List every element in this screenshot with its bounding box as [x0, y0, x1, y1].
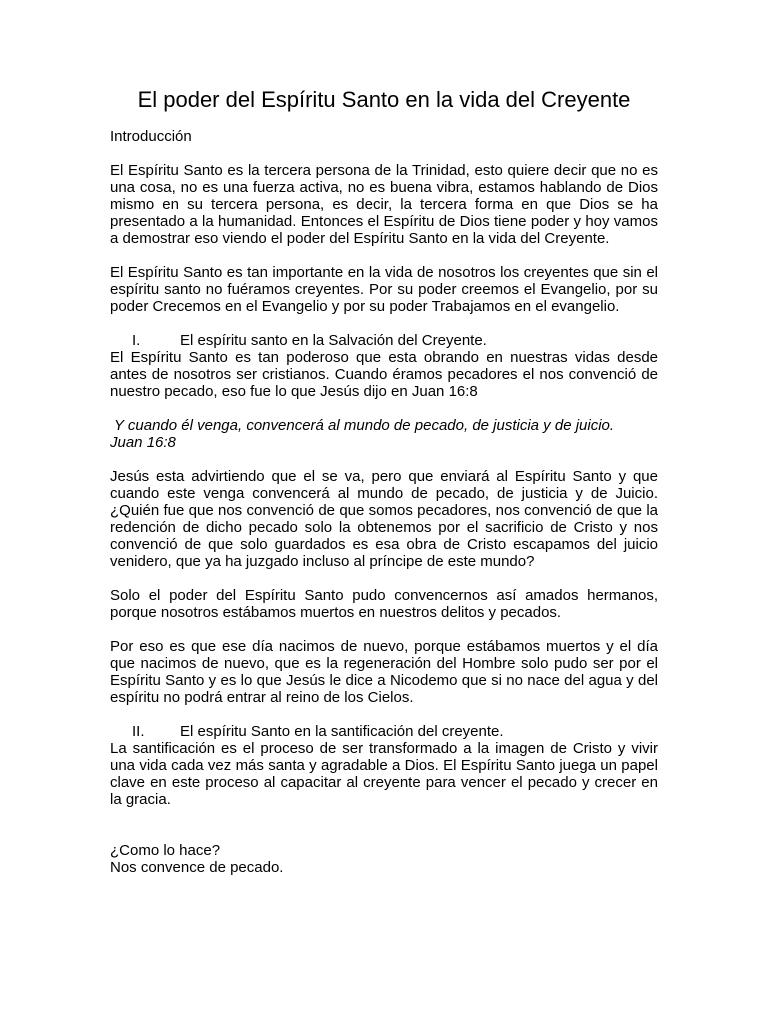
- bible-quote-text: Y cuando él venga, convencerá al mundo de pecado, de justicia y de juicio.: [114, 417, 615, 434]
- section-2-question: ¿Como lo hace?: [110, 842, 221, 859]
- section-1-number: I.: [132, 332, 141, 349]
- section-2-text: La santificación es el proceso de ser transformado a la imagen de Cristo y vivir una vida cada vez más santa y agradable a Dios. El Espíritu Santo juega un papel clave en este proceso al capacitar al creyente para vencer el pecado y crecer en la gracia.: [110, 740, 658, 808]
- section-1-text: El Espíritu Santo es tan poderoso que esta obrando en nuestras vidas desde antes de nosotros ser cristianos. Cuando éramos pecadores el nos convenció de nuestro pecado, eso fue lo que Jesús dijo en Juan 16:8: [110, 349, 658, 400]
- section-1-heading: [110, 332, 658, 349]
- section-1-paragraph-3: Por eso es que ese día nacimos de nuevo, porque estábamos muertos y el día que nacimos de nuevo, que es la regeneración del Hombre solo pudo ser por el Espíritu Santo y es lo que Jesús le dice a Nicodemo que si no nace del agua y del espíritu no podrá entrar al reino de los Cielos.: [110, 638, 658, 706]
- section-2-heading: [110, 723, 658, 740]
- section-2-title: El espíritu Santo en la santificación del creyente.: [180, 723, 504, 740]
- section-1-title: El espíritu santo en la Salvación del Creyente.: [180, 332, 487, 349]
- document-body: [110, 86, 658, 876]
- section-2-number: II.: [132, 723, 145, 740]
- bible-quote: [110, 417, 658, 451]
- section-2-answer: Nos convence de pecado.: [110, 859, 284, 876]
- intro-heading: Introducción: [110, 128, 192, 145]
- intro-paragraph-1: El Espíritu Santo es la tercera persona de la Trinidad, esto quiere decir que no es una cosa, no es una fuerza activa, no es buena vibra, estamos hablando de Dios mismo en su tercera persona, es decir, la tercera forma en que Dios se ha presentado a la humanidad. Entonces el Espíritu de Dios tiene poder y hoy vamos a demostrar eso viendo el poder del Espíritu Santo en la vida del Creyente.: [110, 162, 658, 247]
- section-1-paragraph-1: Jesús esta advirtiendo que el se va, pero que enviará al Espíritu Santo y que cuando este venga convencerá al mundo de pecado, de justicia y de Juicio. ¿Quién fue que nos convenció de que somos pecadores, nos convenció de que la redención de dicho pecado solo la obtenemos por el sacrificio de Cristo y nos convenció de que solo guardados es esa obra de Cristo escapamos del juicio venidero, que ya ha juzgado incluso al príncipe de este mundo?: [110, 468, 658, 570]
- spacer: [110, 825, 658, 842]
- bible-quote-reference: Juan 16:8: [110, 434, 176, 451]
- section-1-paragraph-2: Solo el poder del Espíritu Santo pudo convencernos así amados hermanos, porque nosotros estábamos muertos en nuestros delitos y pecados.: [110, 587, 658, 621]
- intro-paragraph-2: El Espíritu Santo es tan importante en la vida de nosotros los creyentes que sin el espíritu santo no fuéramos creyentes. Por su poder creemos el Evangelio, por su poder Crecemos en el Evangelio y por su poder Trabajamos en el evangelio.: [110, 264, 658, 315]
- page-title: El poder del Espíritu Santo en la vida del Creyente: [137, 87, 631, 112]
